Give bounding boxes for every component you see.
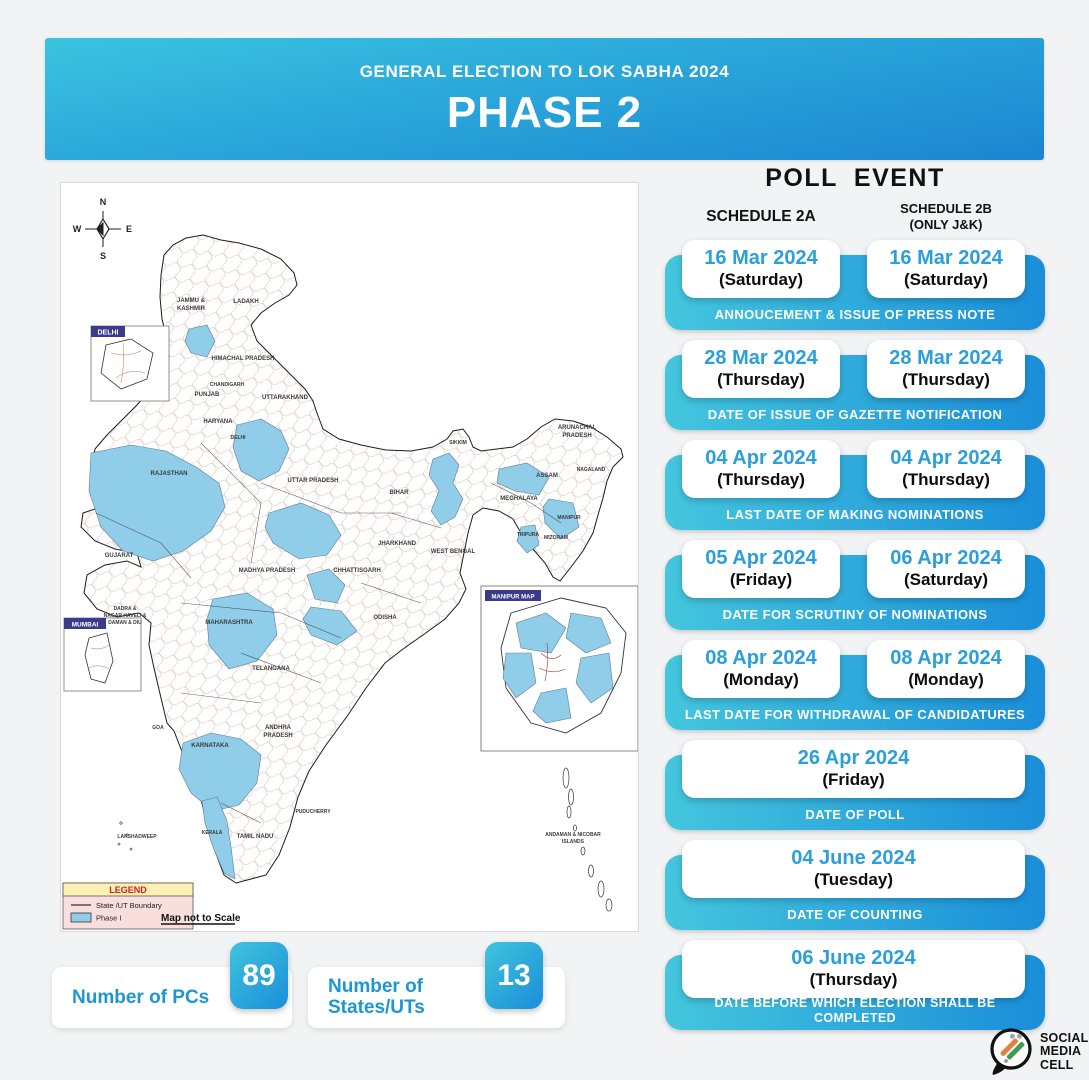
event-caption: DATE BEFORE WHICH ELECTION SHALL BE COMPLETED: [714, 996, 996, 1025]
date-value: 05 Apr 2024: [705, 547, 817, 569]
page-title: PHASE 2: [446, 88, 643, 137]
state-label: HIMACHAL PRADESH: [211, 356, 275, 362]
day-value: (Thursday): [809, 970, 898, 989]
legend-boundary-label: State /UT Boundary: [96, 901, 162, 910]
state-label: JHARKHAND: [377, 541, 417, 547]
logo-line1: SOCIAL: [1040, 1030, 1089, 1045]
compass-n: N: [99, 197, 107, 207]
day-value: (Saturday): [903, 570, 989, 589]
schedule-2b-header: [867, 201, 1025, 232]
stat-label: Number of States/UTs: [328, 975, 425, 1019]
day-value: (Friday): [822, 770, 885, 789]
date-value: 28 Mar 2024: [704, 347, 818, 369]
india-map-panel: [60, 182, 639, 932]
delhi-inset-label: DELHI: [97, 329, 119, 337]
date-card: [682, 740, 1025, 798]
state-label: WEST BENGAL: [430, 549, 476, 555]
date-value: 16 Mar 2024: [889, 247, 1003, 269]
speech-bubble-icon: [985, 1026, 1035, 1078]
state-label: LADAKH: [233, 299, 259, 305]
date-card-2a: [682, 440, 840, 498]
event-caption: DATE OF POLL: [805, 807, 905, 822]
date-value: 06 Apr 2024: [890, 547, 1002, 569]
state-label: CHHATTISGARH: [333, 568, 381, 574]
manipur-inset-label: MANIPUR MAP: [491, 594, 535, 601]
banner-supertitle: GENERAL ELECTION TO LOK SABHA 2024: [359, 62, 730, 81]
day-value: (Friday): [729, 570, 793, 589]
state-label: ARUNACHAL: [557, 425, 597, 431]
state-label: SIKKIM: [449, 440, 467, 446]
stat-card-pcs: [52, 958, 292, 1028]
state-label: DAMAN & DIU: [108, 620, 142, 626]
date-value: 04 Apr 2024: [705, 447, 817, 469]
state-label: PUNJAB: [194, 392, 220, 398]
state-label: GOA: [152, 725, 164, 731]
event-row-nominations: [665, 440, 1045, 530]
date-card-2b: [867, 540, 1025, 598]
state-label: BIHAR: [389, 490, 409, 496]
event-row-scrutiny: [665, 540, 1045, 630]
state-label: DELHI: [230, 435, 246, 441]
day-value: (Saturday): [718, 270, 804, 289]
state-label: MAHARASHTRA: [205, 620, 253, 626]
logo-line2: MEDIA: [1040, 1044, 1082, 1059]
day-value: (Thursday): [902, 370, 990, 389]
state-label: PUDUCHERRY: [295, 809, 331, 815]
date-card-2a: [682, 240, 840, 298]
manipur-inset: [481, 586, 638, 751]
event-caption: LAST DATE OF MAKING NOMINATIONS: [726, 507, 984, 522]
date-card: [682, 940, 1025, 998]
compass-e: E: [125, 224, 133, 234]
state-label: PRADESH: [562, 433, 592, 439]
legend-phase-label: Phase I: [96, 913, 122, 923]
state-label: MIZORAM: [544, 535, 568, 541]
stat-card-states: [308, 958, 565, 1028]
state-label: JAMMU &: [177, 298, 205, 304]
event-caption: ANNOUCEMENT & ISSUE OF PRESS NOTE: [714, 307, 996, 322]
state-label: TRIPURA: [516, 532, 540, 538]
compass-rose: [73, 197, 132, 261]
header-banner: [45, 38, 1044, 160]
state-label: RAJASTHAN: [150, 471, 188, 477]
state-label: HARYANA: [203, 419, 233, 425]
date-value: 08 Apr 2024: [890, 647, 1002, 669]
poll-event-title: POLL EVENT: [765, 164, 945, 192]
event-row-withdrawal: [665, 640, 1045, 730]
day-value: (Tuesday): [813, 870, 894, 889]
state-label: UTTARAKHAND: [262, 395, 308, 401]
mumbai-inset-label: MUMBAI: [71, 621, 99, 629]
legend-title: LEGEND: [109, 885, 147, 895]
state-label: ANDHRA: [265, 725, 291, 731]
date-card-2b: [867, 340, 1025, 398]
schedule-2b-line1: SCHEDULE 2B: [900, 201, 992, 216]
date-value: 04 June 2024: [791, 847, 916, 869]
state-label: CHANDIGARH: [209, 382, 245, 388]
state-label: GUJARAT: [104, 553, 134, 559]
mumbai-inset: [64, 618, 141, 691]
state-label: KARNATAKA: [191, 743, 229, 749]
day-value: (Thursday): [717, 470, 805, 489]
schedule-2b-line2: (ONLY J&K): [909, 216, 983, 232]
event-caption: DATE FOR SCRUTINY OF NOMINATIONS: [722, 607, 988, 622]
compass-s: S: [99, 251, 107, 261]
state-label: MANIPUR: [557, 515, 581, 521]
event-caption: DATE OF ISSUE OF GAZETTE NOTIFICATION: [707, 407, 1003, 422]
state-label: ODISHA: [373, 615, 397, 621]
event-caption: DATE OF COUNTING: [787, 907, 923, 922]
day-value: (Monday): [908, 670, 984, 689]
event-row-press-note: [665, 240, 1045, 330]
state-label: NAGALAND: [576, 467, 606, 473]
state-label: MADHYA PRADESH: [238, 568, 296, 574]
map-scale-note: Map not to Scale: [161, 913, 241, 924]
schedule-2a-header: SCHEDULE 2A: [706, 208, 816, 225]
event-row-completion: [665, 940, 1045, 1030]
state-label: ANDAMAN & NICOBAR: [545, 832, 601, 838]
event-row-gazette: [665, 340, 1045, 430]
compass-w: W: [72, 224, 82, 234]
date-value: 16 Mar 2024: [704, 247, 818, 269]
state-label: PRADESH: [263, 733, 293, 739]
india-map: [61, 183, 638, 931]
event-row-counting: [665, 840, 1045, 930]
state-label: TELANGANA: [252, 666, 290, 672]
date-card-2a: [682, 340, 840, 398]
state-label: DADRA &: [113, 606, 137, 612]
date-card-2b: [867, 240, 1025, 298]
date-card-2a: [682, 640, 840, 698]
date-value: 04 Apr 2024: [890, 447, 1002, 469]
state-label: NAGAR HAVELI &: [103, 613, 147, 619]
state-label: KASHMIR: [177, 306, 205, 312]
state-label: MEGHALAYA: [500, 496, 538, 502]
day-value: (Thursday): [902, 470, 990, 489]
stat-label: Number of PCs: [72, 986, 210, 1008]
day-value: (Monday): [723, 670, 799, 689]
event-caption: LAST DATE FOR WITHDRAWAL OF CANDIDATURES: [684, 707, 1026, 722]
date-value: 26 Apr 2024: [797, 747, 910, 769]
state-label: ISLANDS: [562, 839, 584, 845]
logo-text: [1040, 1032, 1088, 1073]
delhi-inset: [91, 326, 169, 401]
date-card-2b: [867, 640, 1025, 698]
state-label: UTTAR PRADESH: [287, 478, 339, 484]
state-label: ASSAM: [536, 473, 558, 479]
date-card-2b: [867, 440, 1025, 498]
state-label: KERALA: [201, 830, 223, 836]
date-card-2a: [682, 540, 840, 598]
date-value: 28 Mar 2024: [889, 347, 1003, 369]
event-row-poll: [665, 740, 1045, 830]
day-value: (Thursday): [717, 370, 805, 389]
day-value: (Saturday): [903, 270, 989, 289]
logo-line3: CELL: [1040, 1057, 1074, 1072]
stat-value-badge: 89: [230, 942, 288, 1009]
social-media-cell-logo: [985, 1026, 1088, 1078]
state-label: LAKSHADWEEP: [117, 834, 157, 840]
state-label: TAMIL NADU: [236, 834, 274, 840]
date-card: [682, 840, 1025, 898]
date-value: 08 Apr 2024: [705, 647, 817, 669]
stat-value-badge: 13: [485, 942, 543, 1009]
date-value: 06 June 2024: [791, 947, 916, 969]
